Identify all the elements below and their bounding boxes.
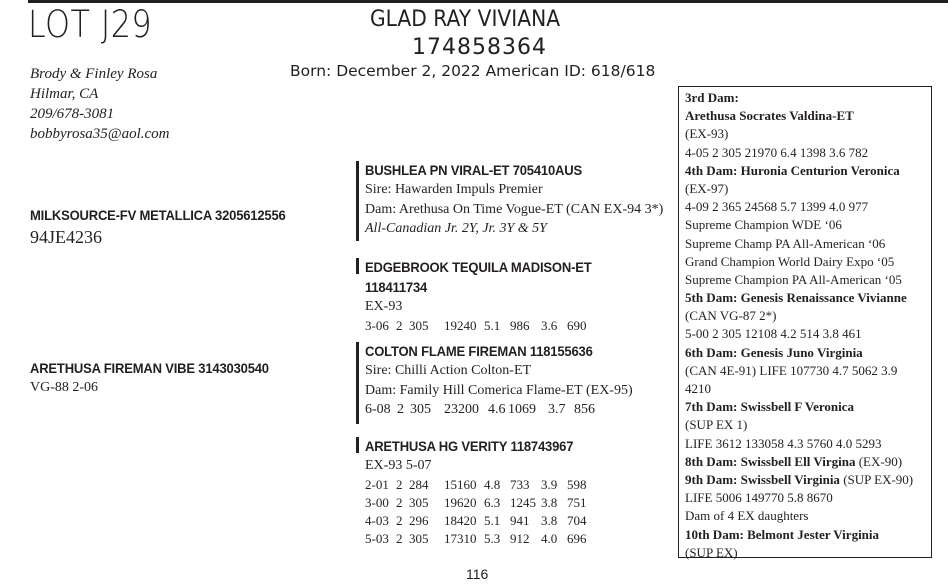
pedigree-line: 4-09 2 365 24568 5.7 1399 4.0 977 xyxy=(685,199,869,215)
pedigree-line: 5-00 2 305 12108 4.2 514 3.8 461 xyxy=(685,326,862,342)
pedigree-line: (SUP EX) xyxy=(685,544,738,560)
pedigree-line: (EX-93) xyxy=(685,126,729,142)
dams-sire-block xyxy=(356,341,633,420)
sire-block xyxy=(30,205,305,248)
bracket-bar xyxy=(356,258,359,274)
pedigree-line: 4th Dam: Huronia Centurion Veronica xyxy=(685,162,900,178)
pedigree-line: 3rd Dam: xyxy=(685,90,739,105)
dam-name: ARETHUSA FIREMAN VIBE 3143030540 xyxy=(30,360,269,376)
owner-location: Hilmar, CA xyxy=(30,86,99,102)
dams-sire-sire: Sire: Chilli Action Colton-ET xyxy=(365,363,532,378)
sire-name: MILKSOURCE-FV METALLICA 3205612556 xyxy=(30,207,286,223)
pedigree-line: 7th Dam: Swissbell F Veronica xyxy=(685,399,855,415)
dams-sire-record: 6-08 2 305 23200 4.6 1069 3.7 856 xyxy=(365,402,595,417)
owner-phone: 209/678-3081 xyxy=(30,106,115,122)
dams-sire-dam: Dam: Family Hill Comerica Flame-ET (EX-95) xyxy=(365,382,633,398)
pedigree-line: LIFE 3612 133058 4.3 5760 4.0 5293 xyxy=(685,435,882,451)
cow-name: GLAD RAY VIVIANA xyxy=(370,7,561,32)
dams-sire-name: COLTON FLAME FIREMAN 118155636 xyxy=(365,343,593,359)
dams-dam-record: 2-01 2 284 15160 4.8 733 3.9 598 xyxy=(365,476,587,492)
extended-pedigree xyxy=(685,89,913,562)
sires-dam-reg: 118411734 xyxy=(365,279,428,295)
pedigree-line: 6th Dam: Genesis Juno Virginia xyxy=(685,344,863,360)
pedigree-line: (EX-97) xyxy=(685,180,729,196)
bracket-bar xyxy=(356,437,359,453)
pedigree-line: Supreme Champion PA All-American ‘05 xyxy=(685,271,902,287)
pedigree-line: Supreme Champion WDE ‘06 xyxy=(685,217,842,233)
page-number: 116 xyxy=(466,566,489,582)
owner-email: bobbyrosa35@aol.com xyxy=(30,126,170,142)
top-rule xyxy=(28,0,948,3)
sires-dam-classification: EX-93 xyxy=(365,299,403,314)
sires-sire-dam: Dam: Arethusa On Time Vogue-ET (CAN EX-94 3*) xyxy=(365,201,664,217)
sires-dam-block xyxy=(356,257,609,335)
sires-sire-honors: All-Canadian Jr. 2Y, Jr. 3Y & 5Y xyxy=(365,221,547,236)
pedigree-line: 4210 xyxy=(685,381,711,396)
pedigree-line: 10th Dam: Belmont Jester Virginia xyxy=(685,526,880,542)
sires-sire-block xyxy=(356,160,663,239)
sire-code: 94JE4236 xyxy=(30,227,102,247)
pedigree-line: 9th Dam: Swissbell Virginia (SUP EX-90) xyxy=(685,471,914,487)
pedigree-line: Dam of 4 EX daughters xyxy=(685,508,809,524)
pedigree-line: Arethusa Socrates Valdina-ET xyxy=(685,108,854,124)
sires-sire-name: BUSHLEA PN VIRAL-ET 705410AUS xyxy=(365,162,582,178)
sires-dam-record: 3-06 2 305 19240 5.1 986 3.6 690 xyxy=(365,317,587,333)
cow-birth-info: Born: December 2, 2022 American ID: 618/618 xyxy=(290,62,656,80)
dam-classification: VG-88 2-06 xyxy=(30,380,99,395)
dams-dam-record: 3-00 2 305 19620 6.3 1245 3.8 751 xyxy=(365,494,587,510)
cow-registration: 174858364 xyxy=(412,35,547,60)
sires-sire-sire: Sire: Hawarden Impuls Premier xyxy=(365,182,543,197)
dams-dam-classification: EX-93 5-07 xyxy=(365,458,432,473)
bracket-bar xyxy=(356,342,359,424)
dam-block xyxy=(30,358,287,397)
bracket-bar xyxy=(356,161,359,241)
sires-dam-name: EDGEBROOK TEQUILA MADISON-ET xyxy=(365,259,592,275)
dams-dam-name: ARETHUSA HG VERITY 118743967 xyxy=(365,438,574,454)
dams-dam-block xyxy=(356,436,589,548)
dams-dam-record: 4-03 2 296 18420 5.1 941 3.8 704 xyxy=(365,512,587,528)
pedigree-line: Supreme Champ PA All-American ‘06 xyxy=(685,235,886,251)
pedigree-line: 5th Dam: Genesis Renaissance Vivianne xyxy=(685,290,907,306)
pedigree-line: 4-05 2 305 21970 6.4 1398 3.6 782 xyxy=(685,144,869,160)
pedigree-line: (CAN 4E-91) LIFE 107730 4.7 5062 3.9 xyxy=(685,362,898,378)
owner-info xyxy=(30,64,169,144)
pedigree-line: (CAN VG-87 2*) xyxy=(685,308,777,324)
pedigree-line: LIFE 5006 149770 5.8 8670 xyxy=(685,490,833,506)
lot-number: LOT J29 xyxy=(28,3,153,46)
pedigree-line: (SUP EX 1) xyxy=(685,417,748,433)
pedigree-line: 8th Dam: Swissbell Ell Virgina (EX-90) xyxy=(685,453,903,469)
dams-dam-record: 5-03 2 305 17310 5.3 912 4.0 696 xyxy=(365,530,587,546)
pedigree-line: Grand Champion World Dairy Expo ‘05 xyxy=(685,253,895,269)
owner-name: Brody & Finley Rosa xyxy=(30,66,158,82)
